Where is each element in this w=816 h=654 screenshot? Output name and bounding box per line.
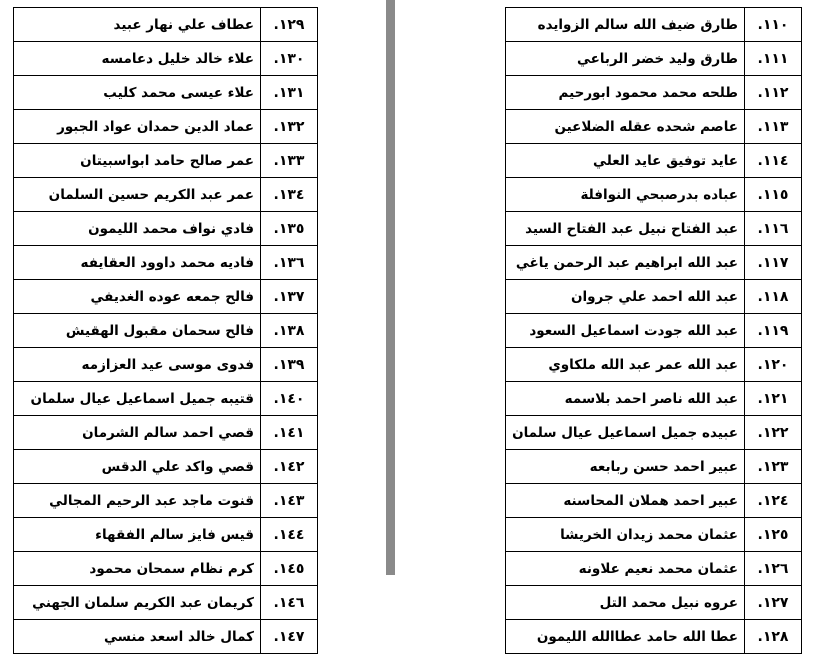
row-number: ١٤٣. [261,484,318,518]
person-name: عطاف علي نهار عبيد [14,8,261,42]
person-name: عبيده جميل اسماعيل عيال سلمان [506,416,745,450]
person-name: فالح سحمان مقبول الهقيش [14,314,261,348]
names-table-right [505,7,802,654]
person-name: قصي احمد سالم الشرمان [14,416,261,450]
row-number: ١٣٢. [261,110,318,144]
table-row [506,76,802,110]
table-row [506,178,802,212]
table-row [14,42,318,76]
table-row [14,144,318,178]
table-row [506,620,802,654]
person-name: كريمان عبد الكريم سلمان الجهني [14,586,261,620]
row-number: ١٢٧. [745,586,802,620]
person-name: قيس فايز سالم الفقهاء [14,518,261,552]
table-row [506,552,802,586]
person-name: عبد الله عمر عبد الله ملكاوي [506,348,745,382]
person-name: طارق وليد خضر الرباعي [506,42,745,76]
row-number: ١٤٤. [261,518,318,552]
person-name: علاء عيسى محمد كليب [14,76,261,110]
row-number: ١٤٥. [261,552,318,586]
row-number: ١٣٠. [261,42,318,76]
person-name: عبد الله ابراهيم عبد الرحمن ياغي [506,246,745,280]
table-row [506,144,802,178]
person-name: كرم نظام سمحان محمود [14,552,261,586]
person-name: عمر صالح حامد ابواسبيتان [14,144,261,178]
row-number: ١٤٦. [261,586,318,620]
person-name: عبد الله ناصر احمد بلاسمه [506,382,745,416]
table-row [14,246,318,280]
table-row [506,8,802,42]
table-row [14,620,318,654]
table-row [506,586,802,620]
row-number: ١٢٤. [745,484,802,518]
table-row [14,110,318,144]
table-row [14,484,318,518]
person-name: عثمان محمد نعيم علاونه [506,552,745,586]
person-name: عماد الدين حمدان عواد الجبور [14,110,261,144]
person-name: فاديه محمد داوود العقايفه [14,246,261,280]
row-number: ١٢٨. [745,620,802,654]
table-row [14,382,318,416]
table-row [506,484,802,518]
table-row [506,348,802,382]
row-number: ١٣٣. [261,144,318,178]
row-number: ١٢٣. [745,450,802,484]
table-row [14,212,318,246]
person-name: عبير احمد حسن ربابعه [506,450,745,484]
person-name: عباده بدرصبحي النوافلة [506,178,745,212]
person-name: عمر عبد الكريم حسين السلمان [14,178,261,212]
person-name: فالح جمعه عوده الغديفي [14,280,261,314]
table-row [506,280,802,314]
person-name: قتيبه جميل اسماعيل عيال سلمان [14,382,261,416]
person-name: عايد توفيق عايد العلي [506,144,745,178]
row-number: ١٣٦. [261,246,318,280]
row-number: ١٢٦. [745,552,802,586]
row-number: ١٤٧. [261,620,318,654]
person-name: عبير احمد هملان المحاسنه [506,484,745,518]
person-name: عبد الفتاح نبيل عبد الفتاح السيد [506,212,745,246]
table-row [14,76,318,110]
table-row [14,518,318,552]
person-name: عثمان محمد زيدان الخريشا [506,518,745,552]
table-row [14,314,318,348]
row-number: ١١٩. [745,314,802,348]
row-number: ١١٢. [745,76,802,110]
table-row [14,280,318,314]
table-row [506,382,802,416]
table-row [14,552,318,586]
row-number: ١١٠. [745,8,802,42]
row-number: ١٢٢. [745,416,802,450]
row-number: ١١٧. [745,246,802,280]
row-number: ١١٨. [745,280,802,314]
person-name: علاء خالد خليل دعامسه [14,42,261,76]
table-row [506,314,802,348]
person-name: عروه نبيل محمد التل [506,586,745,620]
person-name: عطا الله حامد عطاالله الليمون [506,620,745,654]
row-number: ١١٤. [745,144,802,178]
row-number: ١٢٠. [745,348,802,382]
table-row [14,586,318,620]
row-number: ١٣١. [261,76,318,110]
table-row [506,110,802,144]
person-name: عبد الله احمد علي جروان [506,280,745,314]
table-row [506,212,802,246]
row-number: ١٢١. [745,382,802,416]
person-name: طلحه محمد محمود ابورحيم [506,76,745,110]
row-number: ١٣٧. [261,280,318,314]
row-number: ١٢٩. [261,8,318,42]
person-name: فدوى موسى عيد العزازمه [14,348,261,382]
person-name: كمال خالد اسعد منسي [14,620,261,654]
table-row [506,450,802,484]
table-row [506,246,802,280]
row-number: ١٣٥. [261,212,318,246]
row-number: ١٤١. [261,416,318,450]
row-number: ١١١. [745,42,802,76]
page-gutter [386,0,395,575]
table-row [506,518,802,552]
row-number: ١٣٨. [261,314,318,348]
person-name: عبد الله جودت اسماعيل السعود [506,314,745,348]
table-row [14,8,318,42]
person-name: فادي نواف محمد الليمون [14,212,261,246]
table-row [506,416,802,450]
table-row [14,178,318,212]
row-number: ١٣٩. [261,348,318,382]
names-table-left [13,7,318,654]
row-number: ١٣٤. [261,178,318,212]
table-row [14,348,318,382]
person-name: قصي واكد علي الدقس [14,450,261,484]
row-number: ١١٣. [745,110,802,144]
person-name: طارق ضيف الله سالم الزوايده [506,8,745,42]
row-number: ١٤٠. [261,382,318,416]
table-row [506,42,802,76]
row-number: ١٢٥. [745,518,802,552]
row-number: ١١٥. [745,178,802,212]
person-name: عاصم شحده عقله الضلاعين [506,110,745,144]
table-row [14,450,318,484]
table-row [14,416,318,450]
row-number: ١٤٢. [261,450,318,484]
person-name: قنوت ماجد عبد الرحيم المجالي [14,484,261,518]
row-number: ١١٦. [745,212,802,246]
